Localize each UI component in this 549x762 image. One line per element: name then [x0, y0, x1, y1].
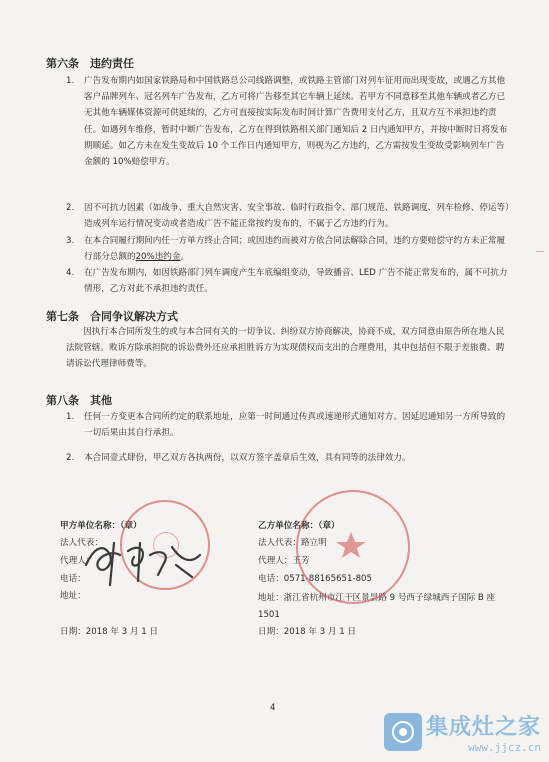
- party-b-legal-rep: 法人代表：路立明: [258, 538, 327, 548]
- art6-item-3-text: 在本合同履行期间内任一方单方终止合同；或因违约而被对方依合同法解除合同，违约方要赔偿守约方未正常履行部分总额的20%违约金。: [84, 236, 506, 263]
- watermark-url: www.jjcz.cn: [468, 741, 541, 754]
- art6-item-1-number: 1.: [66, 76, 75, 86]
- party-a-agent: 代理人：: [60, 556, 95, 566]
- page-number: 4: [270, 703, 276, 713]
- party-b-name-label: 乙方单位名称：（章）: [258, 521, 340, 531]
- party-a-name-label: 甲方单位名称：（章）: [60, 521, 142, 531]
- art6-item-2-text: 因不可抗力因素（如战争、重大自然灾害、安全事故、临时行政指令、部门规范、铁路调度、列车检修、停运等）造成列车运行情况变动或者造成广告不能正常按约发布的，不属于乙方违约行为。: [84, 203, 510, 230]
- watermark-title: 集成灶之家: [425, 715, 541, 740]
- art8-item-2-text: 本合同壹式肆份，甲乙双方各执两份，以双方签字盖章后生效，具有同等的法律效力。: [84, 453, 411, 463]
- art6-item-4-number: 4.: [66, 268, 75, 278]
- art6-item-4-text: 在广告发布期内，如因铁路部门列车调度产生车底编组变动，导致播音、LED 广告不能正常发布的，属不可抗力情形，乙方对此不承担违约责任。: [84, 268, 508, 295]
- party-a-address: 地址：: [60, 591, 86, 601]
- art6-item-3-number: 3.: [66, 236, 75, 246]
- party-b-company-seal: [296, 490, 410, 604]
- site-watermark: [384, 710, 541, 754]
- art8-item-2-number: 2.: [66, 453, 75, 463]
- art6-item-2-number: 2.: [66, 203, 75, 213]
- side-margin-mark: |: [536, 250, 545, 253]
- party-a-phone: 电话：: [60, 574, 86, 584]
- art8-item-1-number: 1.: [66, 412, 75, 422]
- art7-text: 因执行本合同所发生的或与本合同有关的一切争议、纠纷双方协商解决，协商不成，双方同意由原告所在地人民法院管辖。败诉方除承担院的诉讼费外还应承担胜诉方为实现债权而支出的合理费用，其中包括但不限于差旅费、聘请诉讼代理律师费等。: [66, 327, 505, 370]
- party-b-date: 日期：2018 年 3 月 1 日: [258, 627, 357, 637]
- party-a-legal-rep: 法人代表：: [60, 538, 103, 548]
- party-a-handwritten-signature: [80, 525, 210, 595]
- seal-star-icon: [296, 490, 406, 600]
- party-b-agent: 代理人：王芳: [258, 556, 310, 566]
- party-b-phone: 电话：0571-88165651-805: [258, 574, 372, 584]
- party-b-address: 地址：浙江省杭州市江干区景昙路 9 号西子绿城西子国际 B 座 1501: [258, 593, 496, 620]
- art8-item-1-text: 任何一方变更本合同所约定的联系地址，应第一时间通过传真或速递形式通知对方。因延迟通知另一方所导致的一切后果由其自行承担。: [84, 412, 506, 439]
- stove-logo-icon: [384, 713, 422, 751]
- penalty-rate: 20%违约金: [135, 252, 181, 263]
- article-6-title: 第六条 违约责任: [46, 57, 134, 70]
- article-8-title: 第八条 其他: [46, 394, 112, 407]
- article-7-title: 第七条 合同争议解决方式: [46, 310, 178, 323]
- art6-item-1-text: 广告发布期内如国家铁路局和中国铁路总公司线路调整，或铁路主管部门对列车征用而出现变故，或遇乙方其他客户品牌列车、冠名列车广告发布，乙方可将广告移至其它车辆上延续。若甲方不同意移至其他车辆或者乙方已无其他车辆媒体资源可供延续的，乙方可直接按实际发布时间计算广告费用支付乙方，且双方互不承担违约责任。如遇列车维修，暂时中断广告发布，乙方在得到铁路相关部门通知后 2 日内通知甲方，并按中断时日将发布期顺延。如乙方未在发生变故后 10 个工作日内通知甲方，则视为乙方违约，乙方需按发生变故受影响列车广告金额的 10%赔偿甲方。: [84, 76, 508, 168]
- party-a-date: 日期：2018 年 3 月 1 日: [60, 627, 159, 637]
